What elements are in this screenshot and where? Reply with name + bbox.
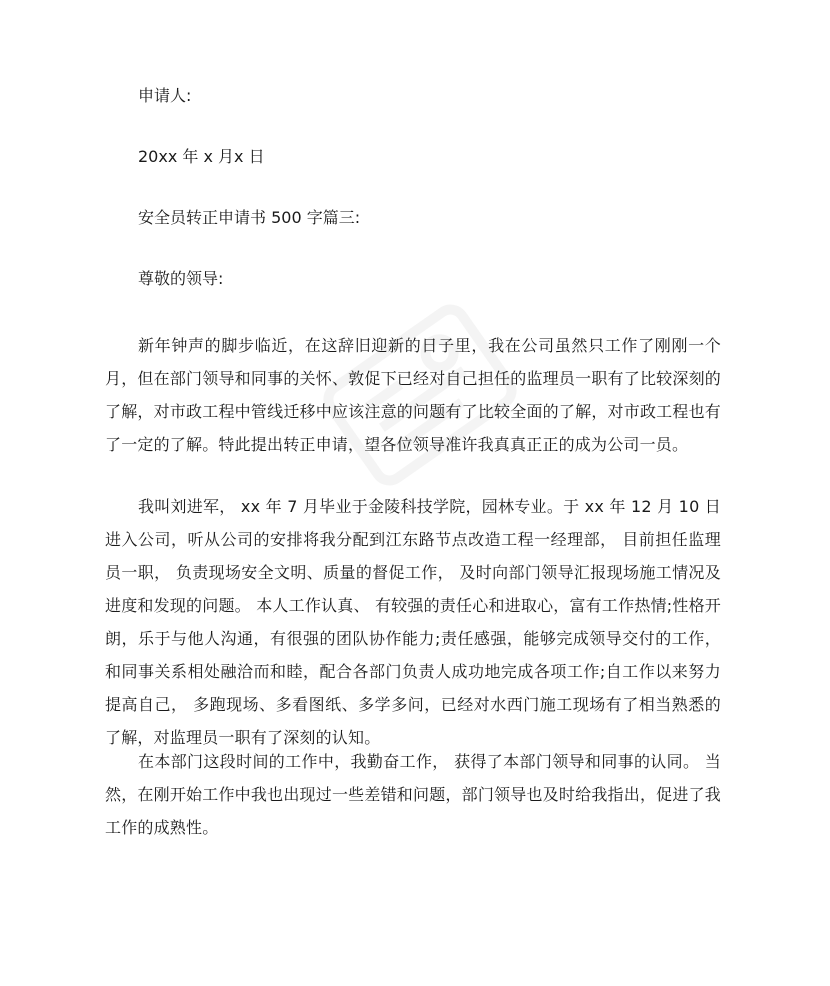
section-title: 安全员转正申请书 500 字篇三: [138, 208, 361, 227]
applicant-line: 申请人: [138, 86, 192, 105]
paragraph-1: 新年钟声的脚步临近，在这辞旧迎新的日子里，我在公司虽然只工作了刚刚一个月，但在部门领导和同事的关怀、敦促下已经对自己担任的监理员一职有了比较深刻的了解，对市政工程中管线迁移中应该注意的问题有了比较全面的了解，对市政工程也有了一定的了解。特此提出转正申请，望各位领导准许我真真正正的成为公司一员。 [105, 336, 721, 454]
date-line: 20xx 年 x 月x 日 [138, 147, 265, 166]
paragraph-2: 我叫刘进军， xx 年 7 月毕业于金陵科技学院，园林专业。于 xx 年 12 月 10 日进入公司，听从公司的安排将我分配到江东路节点改造工程一经理部， 目前担任监理员一职， 负责现场安全文明、质量的督促工作， 及时向部门领导汇报现场施工情况及进度和发现的问题。 本人工作认真、 有较强的责任心和进取心，富有工作热情;性格开朗，乐于与他人沟通，有很强的团队协作能力;责任感强，能够完成领导交付的工作，和同事关系相处融洽而和睦，配合各部门负责人成功地完成各项工作;自工作以来努力提高自己， 多跑现场、多看图纸、多学多问，已经对水西门施工现场有了相当熟悉的了解，对监理员一职有了深刻的认知。 [105, 497, 721, 747]
salutation: 尊敬的领导: [138, 269, 224, 288]
paragraph-3: 在本部门这段时间的工作中，我勤奋工作， 获得了本部门领导和同事的认同。 当然，在刚开始工作中我也出现过一些差错和问题，部门领导也及时给我指出，促进了我工作的成熟性。 [105, 752, 721, 837]
